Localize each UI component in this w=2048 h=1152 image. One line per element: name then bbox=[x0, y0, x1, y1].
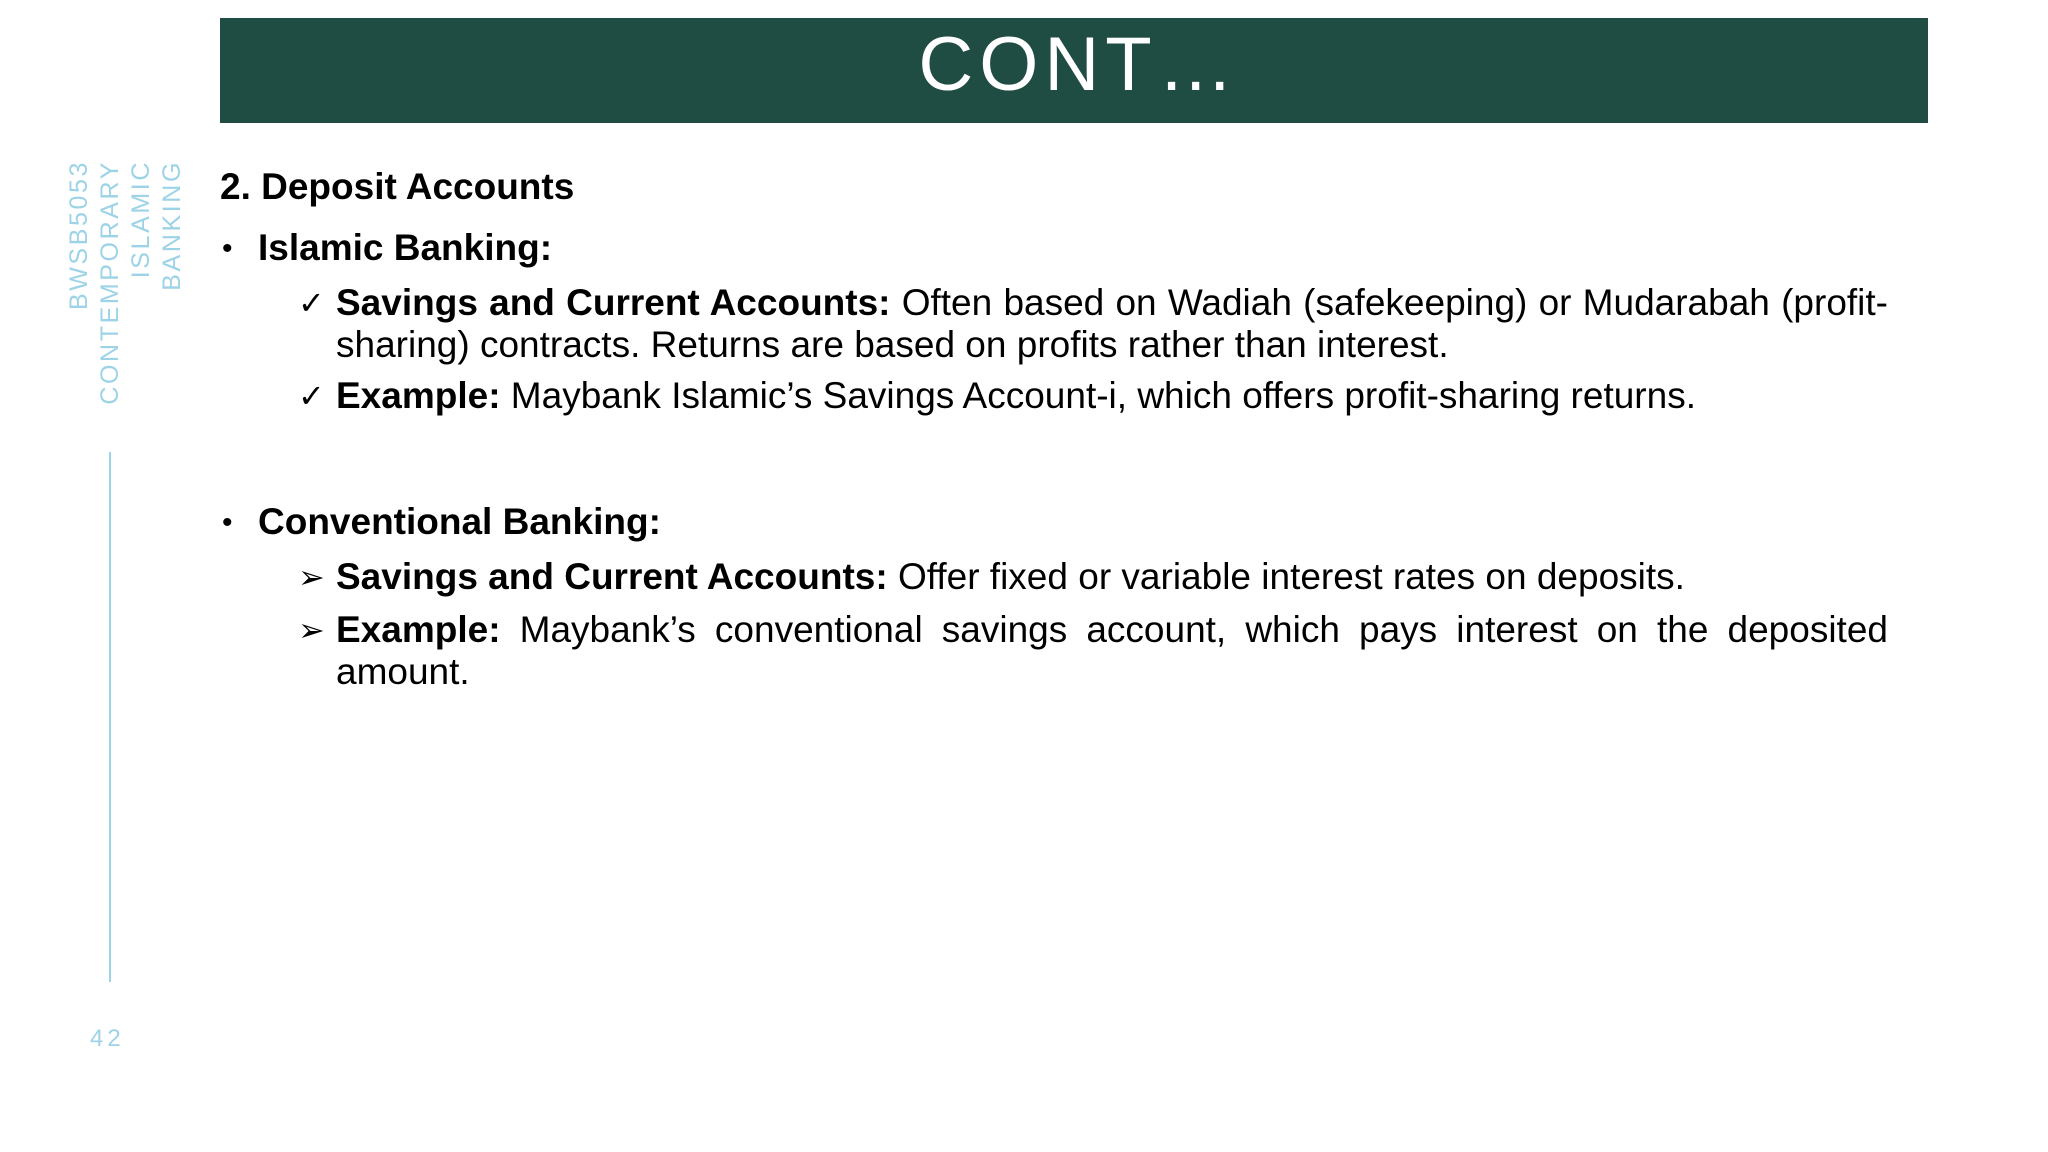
slide-title: CONT… bbox=[918, 21, 1240, 107]
item-label: Example: bbox=[336, 375, 501, 416]
list-item bbox=[298, 282, 1888, 366]
bullet-label: Islamic Banking: bbox=[258, 227, 553, 268]
item-description: Often based on Wadiah (safekeeping) or Mudarabah (profit-sharing) contracts. Returns are based on profits rather than interest. bbox=[336, 282, 1888, 365]
item-label: Example: bbox=[336, 609, 501, 650]
list-item-text bbox=[336, 609, 1888, 693]
list-item bbox=[298, 375, 1888, 417]
arrowhead-icon: ➢ bbox=[298, 559, 325, 595]
section-heading: 2. Deposit Accounts bbox=[220, 166, 575, 207]
list-item bbox=[298, 609, 1888, 693]
bullet-marker: • bbox=[222, 506, 233, 539]
item-description: Maybank’s conventional savings account, which pays interest on the deposited amount. bbox=[336, 609, 1888, 692]
list-item bbox=[298, 556, 1888, 598]
bullet-marker: • bbox=[222, 232, 233, 265]
item-description: Offer fixed or variable interest rates on deposits. bbox=[887, 556, 1685, 597]
check-mark-icon: ✓ bbox=[298, 285, 325, 321]
sidebar-divider bbox=[109, 452, 111, 982]
bullet-label: Conventional Banking: bbox=[258, 501, 661, 542]
list-item-text bbox=[336, 375, 1888, 417]
item-label: Savings and Current Accounts: bbox=[336, 282, 891, 323]
item-label: Savings and Current Accounts: bbox=[336, 556, 888, 597]
bullet-islamic-banking bbox=[220, 227, 552, 269]
list-item-text bbox=[336, 282, 1888, 366]
check-mark-icon: ✓ bbox=[298, 378, 325, 414]
sidebar-course-label bbox=[64, 160, 186, 416]
course-title-vertical: BWSB5053 CONTEMPORARY ISLAMIC BANKING bbox=[65, 160, 186, 405]
item-description: Maybank Islamic’s Savings Account-i, which offers profit-sharing returns. bbox=[500, 375, 1696, 416]
title-bar bbox=[220, 18, 1928, 123]
arrowhead-icon: ➢ bbox=[298, 612, 325, 648]
bullet-conventional-banking bbox=[220, 501, 661, 543]
page-number: 42 bbox=[90, 1025, 125, 1052]
list-item-text bbox=[336, 556, 1888, 598]
